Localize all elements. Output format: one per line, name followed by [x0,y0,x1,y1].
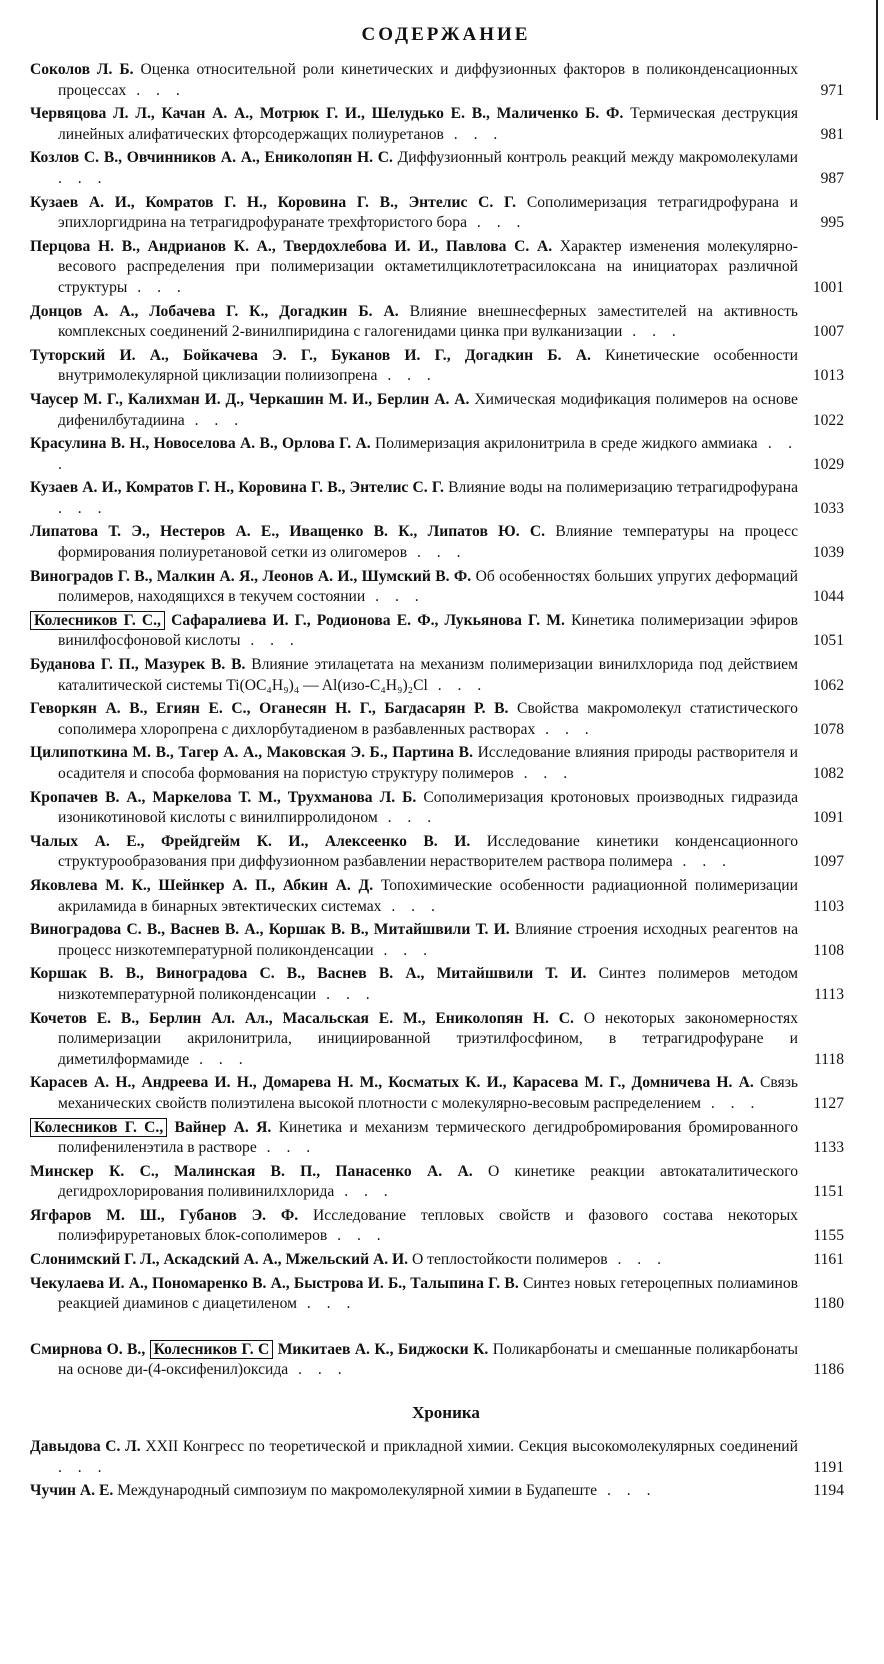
contents-entry [30,611,862,652]
leader-dots: . . . [443,125,504,143]
contents-entry [30,743,862,784]
entry-text [30,876,798,917]
entry-title: Кинетика полимеризации эфиров винилфосфоновой кислоты [58,611,798,650]
entry-title: Влияние температуры на процесс формирования полиуретановой сетки из олигомеров [58,523,798,562]
entry-authors: Давыдова С. Л. [30,1438,141,1456]
entry-authors: Красулина В. Н., Новоселова А. В., Орлова Г. А. [30,435,371,453]
entry-text [30,1162,798,1203]
entry-boxed-author: Колесников Г. С [150,1340,274,1359]
leader-dots: . . . [365,588,425,606]
entry-text [30,832,798,873]
entry-page-number: 995 [820,214,844,232]
contents-entry [30,876,862,917]
entry-page-number: 1180 [813,1295,844,1313]
entry-title: Исследование влияния природы растворителя и осадителя и способа формования на пористую структуру полимеров [58,744,798,782]
chronicle-list [30,1437,862,1502]
entry-authors: Чалых А. Е., Фрейдгейм К. И., Алексеенко В. И. [30,832,471,850]
entry-text [30,920,798,961]
entry-text [30,60,798,101]
entry-title: Оценка относительной роли кинетических и диффузионных факторов в поликонденсационных процессах [58,61,798,99]
leader-dots: . . . [535,720,595,738]
leader-dots: . . . [407,544,467,562]
entry-title: Синтез новых гетероцепных полиаминов реакцией диаминов с диацетиленом [58,1274,798,1313]
entry-text [30,148,798,189]
entry-page-number: 987 [820,169,844,187]
entry-boxed-author: Колесников Г. С., [30,611,165,630]
entry-title: Об особенностях больших упругих деформаций полимеров, находящихся в текучем состоянии [58,567,798,606]
leader-dots: . . . [672,853,733,871]
entry-authors: Козлов С. В., Овчинников А. А., Ениколопян Н. С. [30,149,393,167]
entry-title: Сополимеризация кротоновых производных гидразида изоникотиновой кислоты с винилпирролидоном [58,788,798,827]
entry-page-number: 1108 [813,941,844,959]
leader-dots: . . . [700,1094,761,1112]
entry-authors: Туторский И. А., Бойкачева Э. Г., Буканов И. Г., Догадкин Б. А. [30,346,591,364]
entry-authors: Минскер К. С., Малинская В. П., Панасенко А. А. [30,1162,473,1180]
entry-page-number: 1191 [813,1458,844,1476]
leader-dots: . . . [58,1458,108,1476]
entry-page-number: 1022 [812,411,844,429]
entry-title: Кинетика и механизм термического дегидробромирования бромированного полифениленэтила в растворе [58,1118,798,1157]
entry-authors: Червяцова Л. Л., Качан А. А., Мотрюк Г. И., Шелудько Е. В., Маличенко Б. Ф. [30,105,624,123]
contents-entry [30,148,862,189]
contents-entry [30,237,862,299]
entry-text [30,302,798,343]
entry-coauthors: Вайнер А. Я. [174,1118,272,1136]
leader-dots: . . . [184,411,245,429]
contents-entry [30,788,862,829]
contents-entry [30,964,862,1005]
contents-entry [30,1206,862,1247]
contents-list [30,60,862,1315]
entry-page-number: 1078 [812,720,844,738]
entry-text [30,743,798,784]
entry-page-number: 1103 [813,897,844,915]
leader-dots: . . . [373,941,433,959]
entry-title: Сополимеризация тетрагидрофурана и эпихлоргидрина на тетрагидрофуранате трехфтористого бора [58,193,798,232]
entry-page-number: 1051 [812,632,844,650]
contents-entry [30,1009,862,1071]
entry-authors: Кропачев В. А., Маркелова Т. М., Трухманова Л. Б. [30,788,417,806]
entry-text [30,104,798,145]
entry-text [30,1274,798,1315]
entry-authors: Карасев А. Н., Андреева И. Н., Домарева Н. М., Косматых К. И., Карасева М. Г., Домничева Н. А. [30,1074,754,1092]
entry-page-number: 1044 [812,588,844,606]
contents-entry [30,1340,862,1381]
contents-entry [30,920,862,961]
entry-page-number: 1091 [812,809,844,827]
leader-dots: . . . [597,1482,657,1500]
entry-title: Полимеризация акрилонитрила в среде жидкого аммиака [375,435,758,453]
entry-authors: Чекулаева И. А., Пономаренко В. А., Быстрова И. Б., Талыпина Г. В. [30,1274,519,1292]
entry-title: О кинетике реакции автокаталитического дегидрохлорирования поливинилхлорида [58,1162,798,1201]
contents-entry [30,390,862,431]
contents-entry [30,1250,862,1271]
leader-dots: . . . [58,499,108,517]
entry-page-number: 1194 [813,1482,844,1500]
contents-entry [30,60,862,101]
entry-authors: Донцов А. А., Лобачева Г. К., Догадкин Б. А. [30,302,399,320]
contents-entry [30,302,862,343]
contents-entry [30,104,862,145]
entry-page-number: 1186 [813,1361,844,1379]
contents-entry [30,522,862,563]
contents-entry [30,1481,862,1502]
chronicle-heading: Хроника [412,1403,480,1423]
entry-coauthors: Сафаралиева И. Г., Родионова Е. Ф., Лукьянова Г. М. [171,611,565,629]
entry-title: Влияние воды на полимеризацию тетрагидрофурана [448,479,798,497]
leader-dots: . . . [296,1295,357,1313]
entry-authors: Геворкян А. В., Егиян Е. С., Оганесян Н. Г., Багдасарян Р. В. [30,700,509,718]
entry-page-number: 1039 [812,544,844,562]
contents-entry [30,1073,862,1114]
entry-text [30,1481,798,1502]
entry-page-number: 1082 [812,765,844,782]
entry-title: Синтез полимеров методом низкотемпературной поликонденсации [58,965,798,1003]
entry-title: Влияние внешнесферных заместителей на активность комплексных соединений 2-винилпиридина с галогенидами цинка при вулканизации [58,302,799,341]
contents-entry [30,478,862,519]
leader-dots: . . . [467,214,527,232]
leader-dots: . . . [381,897,441,915]
leader-dots: . . . [513,765,574,782]
entry-title: Связь механических свойств полиэтилена высокой плотности с молекулярно-весовым распределением [58,1074,798,1112]
entry-text [30,1250,798,1271]
entry-page-number: 971 [820,81,844,99]
entry-text [30,434,798,475]
special-entry-container [30,1340,862,1381]
leader-dots: . . . [377,367,437,385]
entry-text [30,1206,798,1247]
entry-page-number: 1155 [813,1227,844,1245]
entry-text [30,237,798,299]
entry-authors: Кочетов Е. В., Берлин Ал. Ал., Масальская Е. М., Ениколопян Н. С. [30,1009,574,1027]
entry-authors: Яковлева М. К., Шейнкер А. П., Абкин А. Д. [30,876,374,894]
entry-text [30,699,798,740]
leader-dots: . . . [327,1227,387,1245]
entry-page-number: 1127 [813,1094,844,1112]
entry-authors: Смирнова О. В., [30,1340,146,1358]
contents-entry [30,699,862,740]
contents-page [30,18,862,1505]
leader-dots: . . . [607,1251,667,1269]
leader-dots: . . . [427,676,488,694]
contents-entry [30,434,862,475]
contents-entry [30,1162,862,1203]
entry-title: Химическая модификация полимеров на основе дифенилбутадиина [58,390,798,429]
entry-text [30,1437,798,1478]
leader-dots: . . . [256,1139,317,1157]
entry-authors: Кузаев А. И., Комратов Г. Н., Коровина Г. В., Энтелис С. Г. [30,479,444,497]
entry-boxed-author: Колесников Г. С., [30,1118,167,1137]
leader-dots: . . . [377,809,438,827]
entry-authors: Чаусер М. Г., Калихман И. Д., Черкашин М. И., Берлин А. А. [30,390,470,408]
entry-page-number: 981 [820,125,844,143]
entry-title: Кинетические особенности внутримолекулярной циклизации полиизопрена [58,346,798,385]
entry-page-number: 1118 [813,1050,844,1068]
contents-entry [30,346,862,387]
entry-page-number: 1001 [812,278,844,296]
entry-page-number: 1113 [813,985,844,1003]
leader-dots: . . . [58,435,798,473]
entry-title: Поликарбонаты и смешанные поликарбонаты на основе ди-(4-оксифенил)оксида [58,1340,798,1379]
entry-text [30,1340,798,1381]
entry-title: Диффузионный контроль реакций между макромолекулами [397,149,798,167]
entry-page-number: 1007 [812,323,844,341]
contents-entry [30,832,862,873]
contents-entry [30,1437,862,1478]
entry-authors: Буданова Г. П., Мазурек В. В. [30,656,246,674]
leader-dots: . . . [189,1050,249,1068]
page-title: СОДЕРЖАНИЕ [361,24,531,45]
entry-title: Влияние этилацетата на механизм полимеризации винилхлорида под действием каталитической системы Ti(OC₄H₉)₄ — Al(изо-C₄H₉)₂Cl [58,656,798,694]
entry-title: Исследование тепловых свойств и фазового состава некоторых полиэфируретановых блок-сополимеров [58,1206,798,1245]
entry-title: Свойства макромолекул статистического сополимера хлоропрена с дихлорбутадиеном в разбавленных растворах [58,700,798,738]
contents-entry [30,655,862,696]
entry-authors: Цилипоткина М. В., Тагер А. А., Маковская Э. Б., Партина В. [30,744,473,762]
leader-dots: . . . [58,169,108,187]
entry-text [30,655,798,696]
leader-dots: . . . [334,1183,394,1201]
entry-page-number: 1029 [812,455,844,473]
entry-text [30,1009,798,1071]
entry-page-number: 1151 [813,1183,844,1201]
entry-authors: Виноградова С. В., Васнев В. А., Коршак В. В., Митайшвили Т. И. [30,921,510,939]
entry-authors: Кузаев А. И., Комратов Г. Н., Коровина Г. В., Энтелис С. Г. [30,193,517,211]
entry-title: Исследование кинетики конденсационного структурообразования при диффузионном разбавлении нерастворителем раствора полимера [58,832,798,871]
entry-page-number: 1062 [812,676,844,694]
entry-page-number: 1161 [813,1251,844,1269]
entry-text [30,964,798,1005]
entry-text [30,193,798,234]
entry-title: XXII Конгресс по теоретической и прикладной химии. Секция высокомолекулярных соединений [145,1438,798,1456]
entry-authors: Чучин А. Е. [30,1482,114,1500]
entry-text [30,346,798,387]
contents-entry [30,1274,862,1315]
contents-entry [30,193,862,234]
entry-title: О теплостойкости полимеров [411,1251,608,1269]
entry-text [30,1118,798,1159]
entry-text [30,1073,798,1114]
entry-page-number: 1097 [812,853,844,871]
entry-coauthors: Микитаев А. К., Биджоски К. [277,1340,489,1358]
entry-title: О некоторых закономерностях полимеризации акрилонитрила, инициированной триэтилфосфином, в тетрагидрофуране и диметилформамиде [58,1009,798,1068]
entry-text [30,390,798,431]
page-edge-rule [876,0,878,120]
leader-dots: . . . [127,278,187,296]
entry-page-number: 1033 [812,499,844,517]
entry-page-number: 1133 [813,1139,844,1157]
entry-page-number: 1013 [812,367,844,385]
entry-text [30,567,798,608]
leader-dots: . . . [126,81,186,99]
entry-title: Топохимические особенности радиационной полимеризации акриламида в бинарных эвтектических системах [58,876,798,915]
leader-dots: . . . [240,632,300,650]
entry-title: Характер изменения молекулярно-весового распределения при полимеризации октаметилциклотетрасилоксана на инициаторах различной структуры [58,237,798,296]
entry-authors: Слонимский Г. Л., Аскадский А. А., Мжельский А. И. [30,1251,409,1269]
entry-authors: Ягфаров М. Ш., Губанов Э. Ф. [30,1206,299,1224]
contents-entry [30,567,862,608]
leader-dots: . . . [316,985,376,1003]
leader-dots: . . . [622,323,682,341]
contents-entry [30,1118,862,1159]
entry-text [30,788,798,829]
entry-text [30,522,798,563]
entry-authors: Соколов Л. Б. [30,61,134,78]
leader-dots: . . . [288,1361,348,1379]
entry-title: Влияние строения исходных реагентов на процесс низкотемпературной поликонденсации [58,921,798,959]
entry-authors: Перцова Н. В., Андрианов К. А., Твердохлебова И. И., Павлова С. А. [30,237,553,255]
entry-title: Термическая деструкция линейных алифатических фторсодержащих полиуретанов [58,105,799,143]
entry-text [30,478,798,519]
entry-authors: Коршак В. В., Виноградова С. В., Васнев В. А., Митайшвили Т. И. [30,965,587,983]
entry-text [30,611,798,652]
entry-authors: Виноградов Г. В., Малкин А. Я., Леонов А. И., Шумский В. Ф. [30,567,472,585]
entry-title: Международный симпозиум по макромолекулярной химии в Будапеште [117,1482,598,1500]
entry-authors: Липатова Т. Э., Нестеров А. Е., Иващенко В. К., Липатов Ю. С. [30,523,546,541]
